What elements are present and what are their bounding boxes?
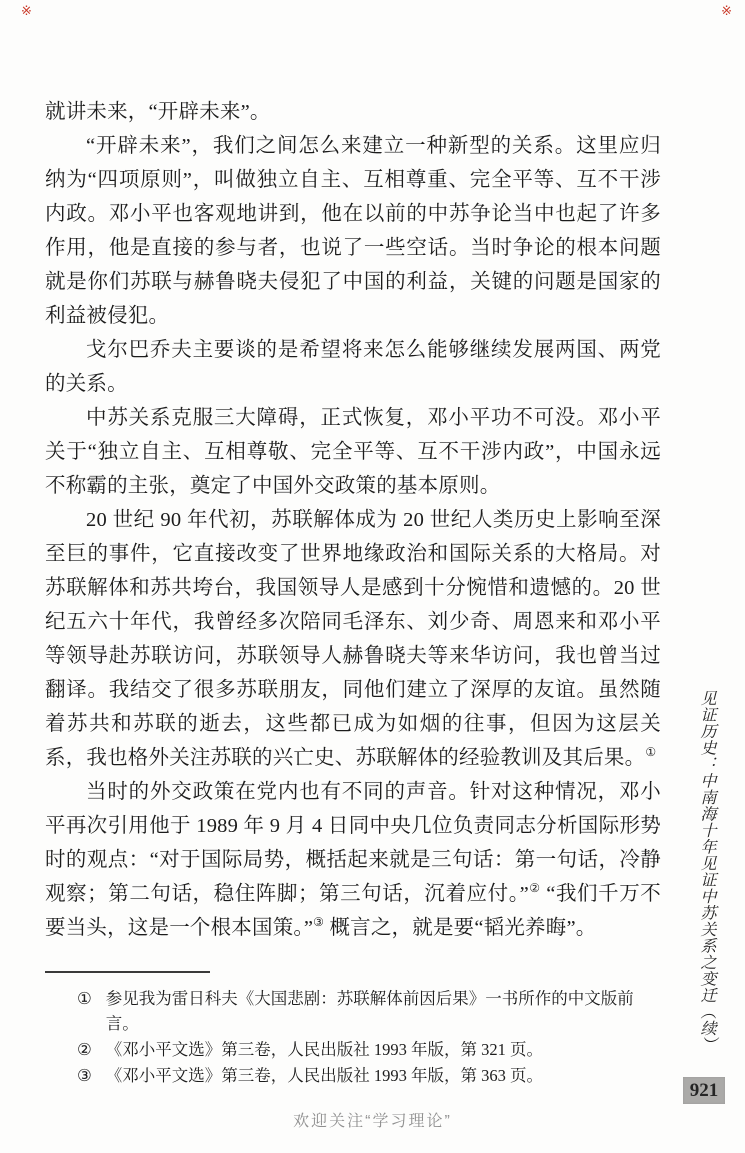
vertical-chapter-title: 见证历史：中南海十年见证中苏关系之变迁（续） [698, 690, 715, 1053]
footnote-text: 《邓小平文选》第三卷，人民出版社 1993 年版，第 363 页。 [105, 1066, 544, 1085]
paragraph: 戈尔巴乔夫主要谈的是希望将来怎么能够继续发展两国、两党的关系。 [45, 339, 661, 395]
footnote-number: ② [77, 1040, 92, 1059]
footnote-ref: ① [645, 745, 657, 760]
footnote-text: 参见我为雷日科夫《大国悲剧：苏联解体前因后果》一书所作的中文版前言。 [105, 989, 634, 1033]
footnote-item [45, 1037, 665, 1062]
paragraph: 中苏关系克服三大障碍，正式恢复，邓小平功不可没。邓小平关于“独立自主、互相尊敬、完全平等、互不干涉内政”，中国永远不称霸的主张，奠定了中国外交政策的基本原则。 [45, 407, 661, 497]
footnote-item [45, 986, 665, 1036]
paragraph: 就讲未来，“开辟未来”。 [45, 101, 271, 123]
page-number-badge: 921 [683, 1077, 725, 1104]
red-seal-mark-left-icon: ※ [21, 3, 32, 18]
paragraph: 当时的外交政策在党内也有不同的声音。针对这种情况，邓小平再次引用他于 1989 年 9 月 4 日同中央几位负责同志分析国际形势时的观点：“对于国际局势，概括起来就是三句话：第一句话，冷静观察；第二句话，稳住阵脚；第三句话，沉着应付。”② “我们千万不要当头，这是一个根本国策。”③ 概言之，就是要“韬光养晦”。 [45, 781, 661, 939]
footnote-ref: ② [528, 881, 541, 896]
footnote-item [45, 1063, 665, 1088]
footnote-ref: ③ [313, 915, 325, 930]
footer-caption: 欢迎关注“学习理论” [293, 1113, 452, 1130]
footnote-text: 《邓小平文选》第三卷，人民出版社 1993 年版，第 321 页。 [105, 1040, 544, 1059]
paragraph: “开辟未来”，我们之间怎么来建立一种新型的关系。这里应归纳为“四项原则”，叫做独立自主、互相尊重、完全平等、互不干涉内政。邓小平也客观地讲到，他在以前的中苏争论当中也起了许多作用，他是直接的参与者，也说了一些空话。当时争论的根本问题就是你们苏联与赫鲁晓夫侵犯了中国的利益，关键的问题是国家的利益被侵犯。 [45, 135, 661, 327]
footnote-divider [45, 971, 210, 973]
footnotes [45, 986, 665, 1089]
footnote-number: ① [77, 989, 92, 1008]
red-seal-mark-right-icon: ※ [721, 3, 732, 18]
footnote-number: ③ [77, 1066, 92, 1085]
paragraph: 20 世纪 90 年代初，苏联解体成为 20 世纪人类历史上影响至深至巨的事件，它直接改变了世界地缘政治和国际关系的大格局。对苏联解体和苏共垮台，我国领导人是感到十分惋惜和遗憾的。20 世纪五六十年代，我曾经多次陪同毛泽东、刘少奇、周恩来和邓小平等领导赴苏联访问，苏联领导人赫鲁晓夫等来华访问，我也曾当过翻译。我结交了很多苏联朋友，同他们建立了深厚的友谊。虽然随着苏共和苏联的逝去，这些都已成为如烟的往事，但因为这层关系，我也格外关注苏联的兴亡史、苏联解体的经验教训及其后果。① [45, 509, 661, 769]
body-text [45, 95, 661, 945]
